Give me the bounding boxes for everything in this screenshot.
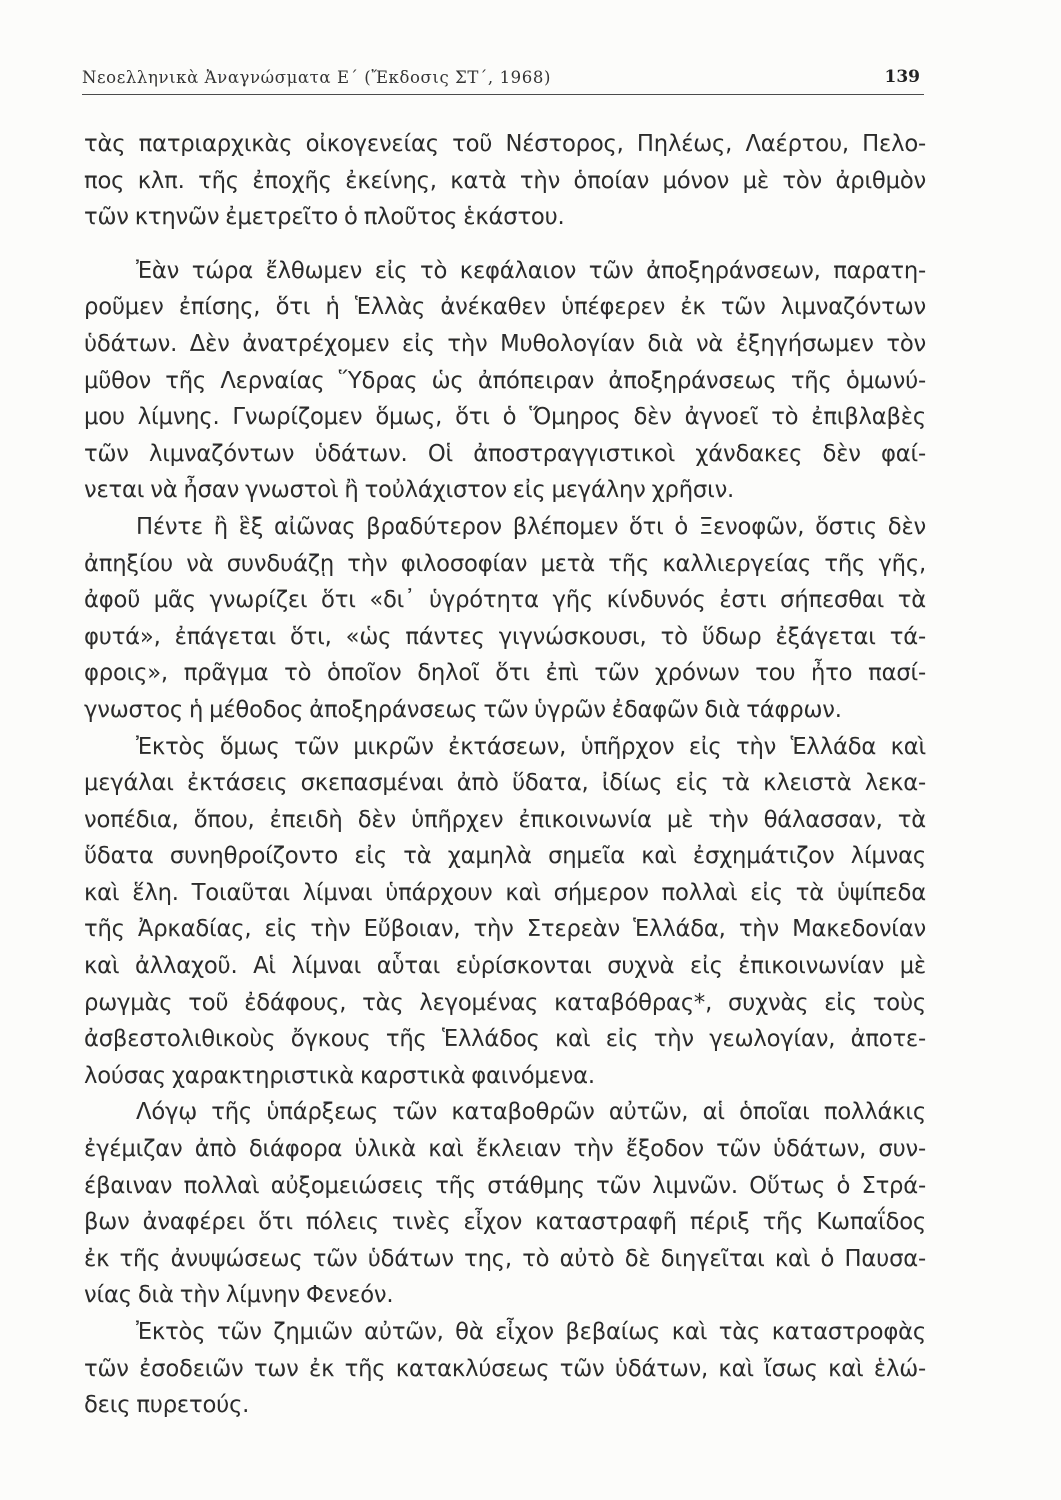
text-line: Λόγῳ τῆς ὑπάρξεως τῶν καταβοθρῶν αὐτῶν, αἱ ὁποῖαι πολλάκις (136, 1099, 926, 1126)
page-number: 139 (884, 67, 920, 87)
text-line: λούσας χαρακτηριστικὰ καρστικὰ φαινόμενα. (84, 1062, 595, 1089)
running-header-title: Νεοελληνικὰ Ἀναγνώσματα Ε΄ (Ἔκδοσις ΣΤ΄, 1968) (82, 68, 551, 87)
paragraph (84, 729, 926, 1095)
text-line: μῦθον τῆς Λερναίας Ὕδρας ὡς ἀπόπειραν ἀποξηράνσεως τῆς ὁμωνύ- (84, 367, 926, 394)
text-line: ροῦμεν ἐπίσης, ὅτι ἡ Ἑλλὰς ἀνέκαθεν ὑπέφερεν ἐκ τῶν λιμναζόντων (84, 294, 926, 321)
body-text (84, 126, 926, 1424)
text-line: ἐκ τῆς ἀνυψώσεως τῶν ὑδάτων της, τὸ αὐτὸ δὲ διηγεῖται καὶ ὁ Παυσα- (84, 1245, 926, 1272)
paragraph (84, 509, 926, 729)
text-line: Ἐὰν τώρα ἔλθωμεν εἰς τὸ κεφάλαιον τῶν ἀποξηράνσεων, παρατη- (136, 257, 926, 284)
text-line: δεις πυρετούς. (84, 1392, 250, 1419)
paragraph-gap (84, 236, 926, 253)
text-line: τῶν λιμναζόντων ὑδάτων. Οἱ ἀποστραγγιστικοὶ χάνδακες δὲν φαί- (84, 440, 926, 467)
text-line: βων ἀναφέρει ὅτι πόλεις τινὲς εἶχον καταστραφῆ πέριξ τῆς Κωπαΐδος (84, 1209, 926, 1236)
text-line: ἀπηξίου νὰ συνδυάζῃ τὴν φιλοσοφίαν μετὰ τῆς καλλιεργείας τῆς γῆς, (84, 550, 926, 577)
text-line: νεται νὰ ἦσαν γνωστοὶ ἢ τοὐλάχιστον εἰς μεγάλην χρῆσιν. (84, 477, 735, 504)
text-line: νοπέδια, ὅπου, ἐπειδὴ δὲν ὑπῆρχεν ἐπικοινωνία μὲ τὴν θάλασσαν, τὰ (84, 806, 926, 833)
text-line: Πέντε ἢ ἓξ αἰῶνας βραδύτερον βλέπομεν ὅτι ὁ Ξενοφῶν, ὅστις δὲν (136, 513, 926, 540)
paragraph (84, 1314, 926, 1424)
text-line: φυτά», ἐπάγεται ὅτι, «ὡς πάντες γιγνώσκουσι, τὸ ὕδωρ ἐξάγεται τά- (84, 623, 926, 650)
text-line: ἀφοῦ μᾶς γνωρίζει ὅτι «δι᾽ ὑγρότητα γῆς κίνδυνός ἐστι σήπεσθαι τὰ (84, 587, 926, 614)
text-line: φροις», πρᾶγμα τὸ ὁποῖον δηλοῖ ὅτι ἐπὶ τῶν χρόνων του ἦτο πασί- (84, 660, 926, 687)
text-line: μου λίμνης. Γνωρίζομεν ὅμως, ὅτι ὁ Ὅμηρος δὲν ἀγνοεῖ τὸ ἐπιβλαβὲς (84, 404, 926, 431)
text-line: ὕδατα συνηθροίζοντο εἰς τὰ χαμηλὰ σημεῖα καὶ ἐσχημάτιζον λίμνας (84, 843, 926, 870)
text-line: τῆς Ἀρκαδίας, εἰς τὴν Εὔβοιαν, τὴν Στερεὰν Ἑλλάδα, τὴν Μακεδονίαν (84, 916, 926, 943)
text-line: Ἐκτὸς ὅμως τῶν μικρῶν ἐκτάσεων, ὑπῆρχον εἰς τὴν Ἑλλάδα καὶ (136, 733, 926, 760)
text-line: ὑδάτων. Δὲν ἀνατρέχομεν εἰς τὴν Μυθολογίαν διὰ νὰ ἐξηγήσωμεν τὸν (84, 330, 926, 357)
text-line: ρωγμὰς τοῦ ἐδάφους, τὰς λεγομένας καταβόθρας*, συχνὰς εἰς τοὺς (84, 989, 926, 1016)
text-line: ἐγέμιζαν ἀπὸ διάφορα ὑλικὰ καὶ ἔκλειαν τὴν ἔξοδον τῶν ὑδάτων, συν- (84, 1136, 926, 1163)
text-line: πος κλπ. τῆς ἐποχῆς ἐκείνης, κατὰ τὴν ὁποίαν μόνον μὲ τὸν ἀριθμὸν (84, 167, 926, 194)
paragraph (84, 126, 926, 236)
text-line: τῶν κτηνῶν ἐμετρεῖτο ὁ πλοῦτος ἑκάστου. (84, 204, 565, 231)
paragraph (84, 253, 926, 509)
text-line: νίας διὰ τὴν λίμνην Φενεόν. (84, 1282, 394, 1309)
text-line: ἀσβεστολιθικοὺς ὄγκους τῆς Ἑλλάδος καὶ εἰς τὴν γεωλογίαν, ἀποτε- (84, 1026, 926, 1053)
text-line: γνωστος ἡ μέθοδος ἀποξηράνσεως τῶν ὑγρῶν ἐδαφῶν διὰ τάφρων. (84, 696, 842, 723)
text-line: καὶ ἕλη. Τοιαῦται λίμναι ὑπάρχουν καὶ σήμερον πολλαὶ εἰς τὰ ὑψίπεδα (84, 879, 926, 906)
text-line: τῶν ἐσοδειῶν των ἐκ τῆς κατακλύσεως τῶν ὑδάτων, καὶ ἴσως καὶ ἑλώ- (84, 1355, 926, 1382)
text-line: έβαιναν πολλαὶ αὐξομειώσεις τῆς στάθμης τῶν λιμνῶν. Οὕτως ὁ Στρά- (84, 1172, 926, 1199)
text-line: μεγάλαι ἐκτάσεις σκεπασμέναι ἀπὸ ὕδατα, ἰδίως εἰς τὰ κλειστὰ λεκα- (84, 770, 926, 797)
text-line: τὰς πατριαρχικὰς οἰκογενείας τοῦ Νέστορος, Πηλέως, Λαέρτου, Πελο- (84, 131, 926, 157)
text-line: Ἐκτὸς τῶν ζημιῶν αὐτῶν, θὰ εἶχον βεβαίως καὶ τὰς καταστροφὰς (136, 1319, 926, 1345)
running-header (82, 68, 924, 95)
text-line: καὶ ἀλλαχοῦ. Αἱ λίμναι αὗται εὑρίσκονται συχνὰ εἰς ἐπικοινωνίαν μὲ (84, 953, 926, 980)
paragraph (84, 1094, 926, 1314)
